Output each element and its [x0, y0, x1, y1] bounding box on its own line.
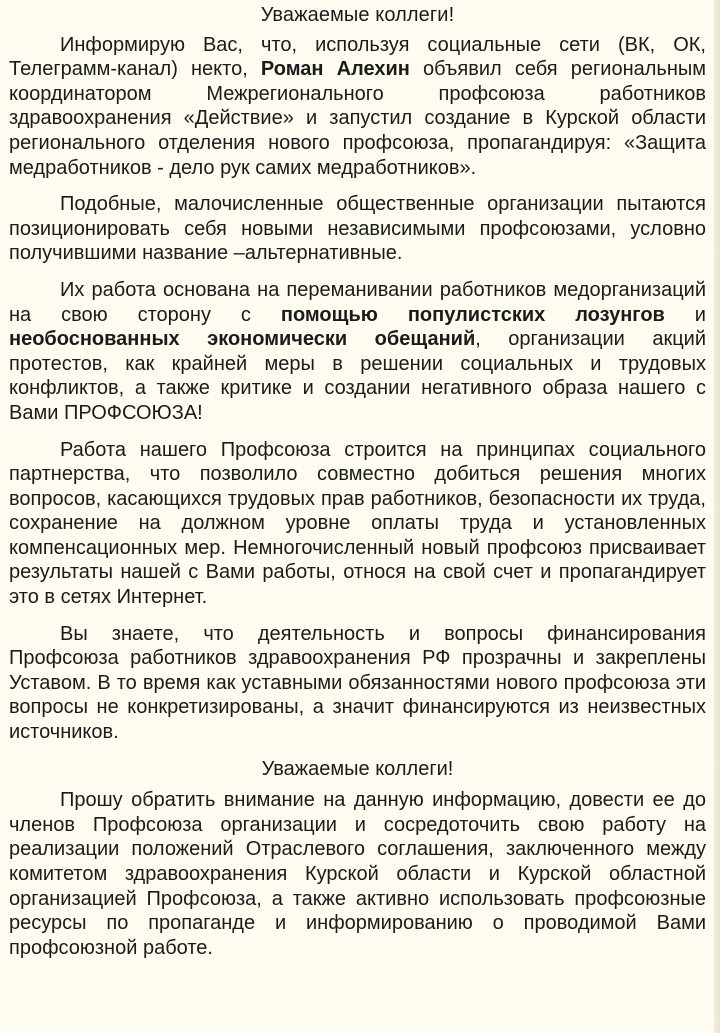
letter-body — [9, 0, 706, 972]
paragraph-6: Прошу обратить внимание на данную информацию, довести ее до членов Профсоюза организации и сосредоточить свою работу на реализации положений Отраслевого соглашения, заключенного между комитетом здравоохранения Курской области и Курской областной организацией Профсоюза, а также активно использовать профсоюзные ресурсы по пропаганде и информированию о проводимой Вами профсоюзной работе. — [9, 789, 706, 959]
paragraph-3-text-b: и — [664, 303, 706, 326]
paragraph-1-text-a: Информирую Вас, что, используя социальные сети (ВК, ОК, Телеграмм-канал) некто, — [9, 33, 706, 81]
greeting-heading: Уважаемые коллеги! — [260, 4, 455, 26]
paragraph-3-text-c: , организации акций протестов, как крайней меры в решении социальных и трудовых конфликтов, а также критике и создании негативного образа нашего с Вами ПРОФСОЮЗА! — [9, 328, 706, 424]
paragraph-1-text-b: объявил себя региональным координатором Межрегионального профсоюза работников здравоохранения «Действие» и запустил создание в Курской области регионального отделения нового профсоюза, пропагандируя: «Защита медработников - дело рук самих медработников». — [9, 58, 707, 179]
paragraph-5: Вы знаете, что деятельность и вопросы финансирования Профсоюза работников здравоохранения РФ прозрачны и закреплены Уставом. В то время как уставными обязанностями нового профсоюза эти вопросы не конкретизированы, а значит финансируются из неизвестных источников. — [9, 622, 706, 744]
paragraph-3 — [9, 278, 706, 426]
paragraph-3-bold-b: необоснованных экономически обещаний — [9, 328, 476, 351]
greeting-heading-2: Уважаемые коллеги! — [261, 757, 454, 780]
paragraph-4: Работа нашего Профсоюза строится на принципах социального партнерства, что позволило совместно добиться решения многих вопросов, касающихся трудовых прав работников, безопасности их труда, сохранение на должном уровне оплаты труда и установленных компенсационных мер. Немногочисленный новый профсоюз присваивает результаты нашей с Вами работы, относя на свой счет и пропагандирует это в сетях Интернет. — [9, 438, 706, 609]
paragraph-3-bold-a: помощью популистских лозунгов — [280, 303, 665, 326]
paragraph-1 — [9, 33, 706, 181]
paragraph-1-bold-name: Роман Алехин — [260, 58, 410, 81]
paragraph-3-text-a: Их работа основана на переманивании работников медорганизаций на свою сторону с — [9, 278, 706, 326]
page-edge-shadow — [714, 0, 720, 1033]
paragraph-2: Подобные, малочисленные общественные организации пытаются позиционировать себя новыми независимыми профсоюзами, условно получившими название –альтернативные. — [9, 193, 706, 265]
